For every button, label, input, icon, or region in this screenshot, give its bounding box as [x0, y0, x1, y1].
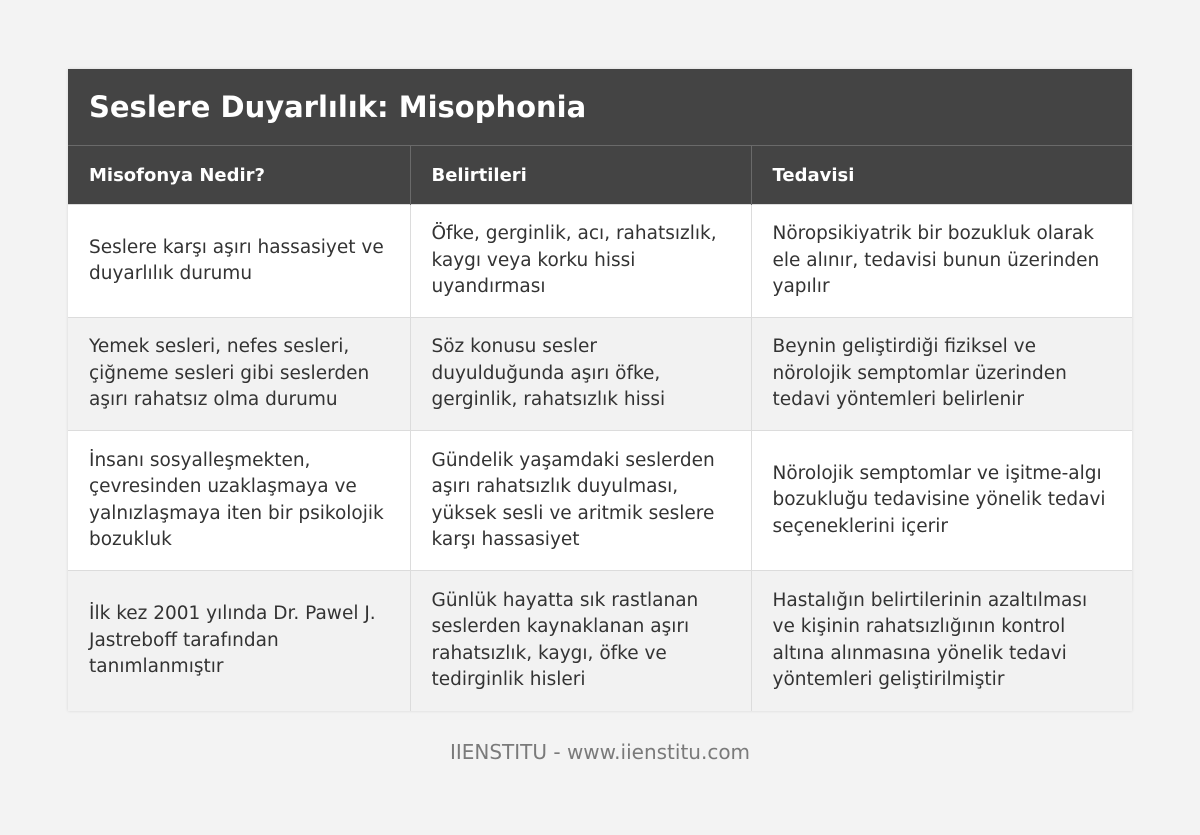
table-cell-symptoms: Öfke, gerginlik, acı, rahatsızlık, kaygı veya korku hissi uyandırması [410, 205, 751, 318]
column-header-treatment: Tedavisi [751, 146, 1132, 205]
table-row [68, 571, 1132, 711]
column-header-symptoms: Belirtileri [410, 146, 751, 205]
table-cell-symptoms: Söz konusu sesler duyulduğunda aşırı öfke, gerginlik, rahatsızlık hissi [410, 318, 751, 431]
table-cell-treatment: Nörolojik semptomlar ve işitme-algı bozukluğu tedavisine yönelik tedavi seçeneklerini içerir [751, 431, 1132, 571]
table-cell-definition: İnsanı sosyalleşmekten, çevresinden uzaklaşmaya ve yalnızlaşmaya iten bir psikolojik bozukluk [68, 431, 410, 571]
info-table [68, 145, 1132, 711]
table-title-bar [68, 69, 1132, 145]
table-cell-treatment: Hastalığın belirtilerinin azaltılması ve kişinin rahatsızlığının kontrol altına alınmasına yönelik tedavi yöntemleri geliştirilmiştir [751, 571, 1132, 711]
footer-credit: IIENSTITU - www.iienstitu.com [449, 740, 751, 764]
table-row [68, 205, 1132, 318]
table-header-row [68, 146, 1132, 205]
table-cell-definition: İlk kez 2001 yılında Dr. Pawel J. Jastreboff tarafından tanımlanmıştır [68, 571, 410, 711]
table-cell-definition: Seslere karşı aşırı hassasiyet ve duyarlılık durumu [68, 205, 410, 318]
table-cell-symptoms: Günlük hayatta sık rastlanan seslerden kaynaklanan aşırı rahatsızlık, kaygı, öfke ve tedirginlik hisleri [410, 571, 751, 711]
column-header-definition: Misofonya Nedir? [68, 146, 410, 205]
table-cell-symptoms: Gündelik yaşamdaki seslerden aşırı rahatsızlık duyulması, yüksek sesli ve aritmik seslere karşı hassasiyet [410, 431, 751, 571]
table-row [68, 431, 1132, 571]
table-cell-definition: Yemek sesleri, nefes sesleri, çiğneme sesleri gibi seslerden aşırı rahatsız olma durumu [68, 318, 410, 431]
table-row [68, 318, 1132, 431]
table-cell-treatment: Beynin geliştirdiği fiziksel ve nörolojik semptomlar üzerinden tedavi yöntemleri belirlenir [751, 318, 1132, 431]
table-cell-treatment: Nöropsikiyatrik bir bozukluk olarak ele alınır, tedavisi bunun üzerinden yapılır [751, 205, 1132, 318]
page-title: Seslere Duyarlılık: Misophonia [89, 90, 587, 124]
info-table-card [68, 69, 1132, 711]
